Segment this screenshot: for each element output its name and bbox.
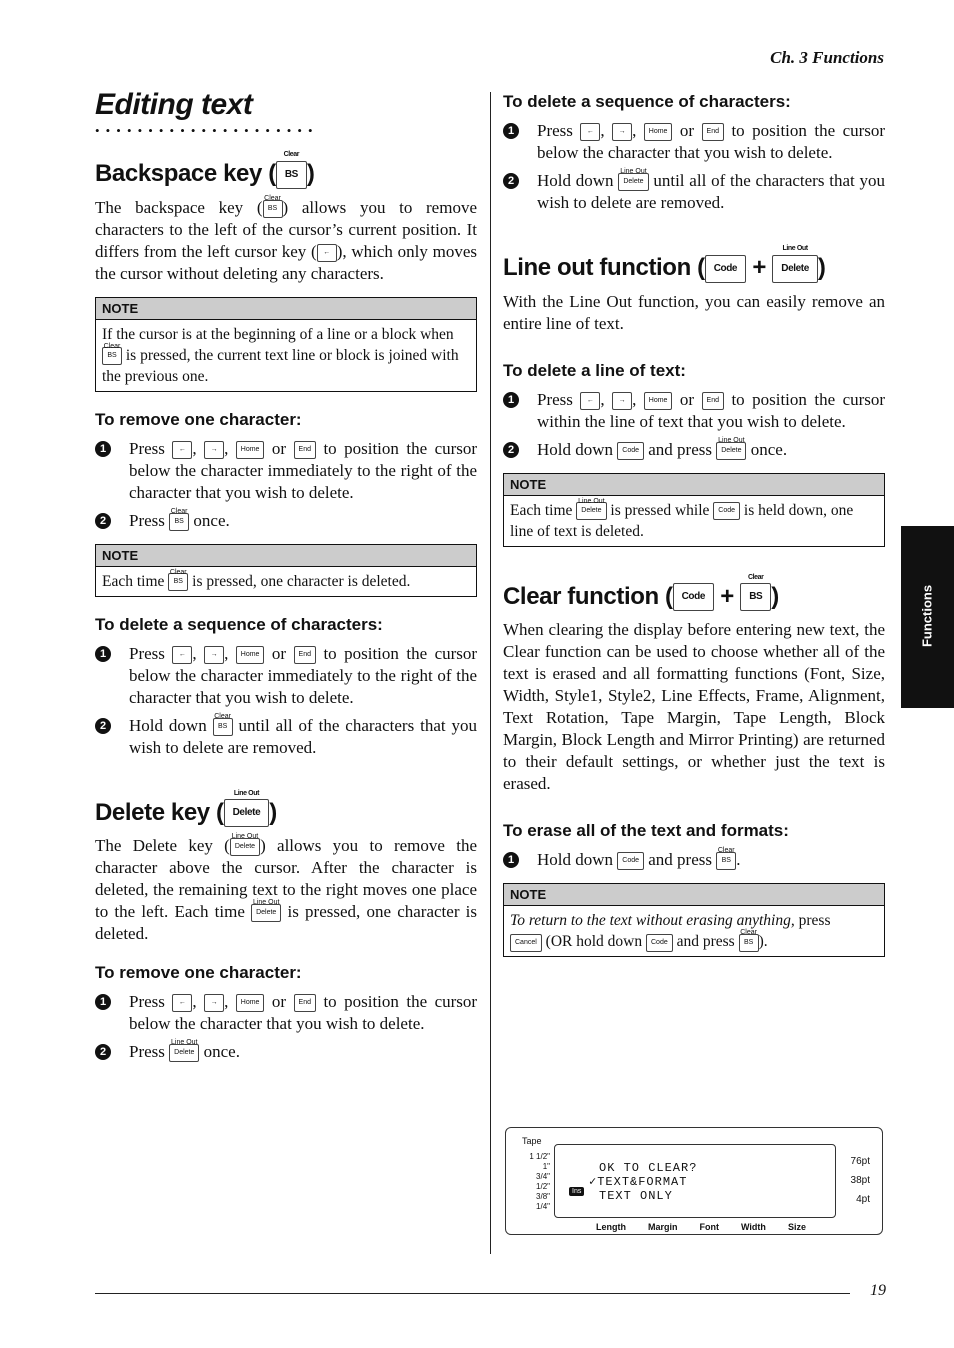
note-box: NOTE Each time Line Out Delete is pressed while Code is held down, one line of text is deleted. xyxy=(503,473,885,547)
subheading: To delete a line of text: xyxy=(503,360,686,380)
clear-intro: When clearing the display before entering new text, the Clear function can be used to choose whether all of the text is erased and all formatting functions (Font, Size, Width, Style1, Style2, Line Effects, Frame, Alignment, Text Rotation, Tape Margin, Tape Length, Block Margin, Block Length and Mirror Printing) are returned to their default settings, or whether just the text is erased. xyxy=(503,620,885,794)
ins-indicator: Ins xyxy=(569,1187,584,1196)
note-box: NOTE To return to the text without erasing anything, press Cancel (OR hold down Code and press Clear BS ). xyxy=(503,883,885,957)
clear-heading: Clear function ( Code + Clear BS ) xyxy=(503,573,779,610)
subheading: To remove one character: xyxy=(95,409,302,429)
step: 2 Hold down Line Out Delete until all of the characters that you wish to delete are removed. xyxy=(503,170,885,214)
step: 2 Press Clear BS once. xyxy=(95,510,477,532)
step: 2 Hold down Clear BS until all of the characters that you wish to delete are removed. xyxy=(95,715,477,759)
lcd-screen: OK TO CLEAR? ✓TEXT&FORMAT TEXT ONLY Ins xyxy=(554,1144,836,1218)
page-number: 19 xyxy=(870,1282,886,1299)
step: 1 Press ← , → , Home or End to position the cursor below the character that you wish to delete. xyxy=(95,991,477,1035)
step: 1 Press ← , → , Home or End to position the cursor below the character immediately to the right of the character that you wish to delete. xyxy=(95,643,477,709)
chapter-header: Ch. 3 Functions xyxy=(770,48,884,67)
subheading: To delete a sequence of characters: xyxy=(503,92,791,111)
left-column xyxy=(95,88,477,1069)
footer-rule xyxy=(95,1293,850,1294)
step: 1 Hold down Code and press Clear BS . xyxy=(503,849,885,871)
right-column xyxy=(503,90,885,969)
lcd-display-illustration: Tape 1 1/2" 1" 3/4" 1/2" 3/8" 1/4" OK TO CLEAR? ✓TEXT&FORMAT TEXT ONLY Ins 76pt 38pt 4pt Length Margin Font Width Size xyxy=(505,1127,883,1235)
note-box: NOTE Each time Clear BS is pressed, one character is deleted. xyxy=(95,544,477,597)
step: 2 Hold down Code and press Line Out Delete once. xyxy=(503,439,885,461)
lineout-heading: Line out function ( Code + Line Out Delete ) xyxy=(503,245,826,281)
step: 1 Press ← , → , Home or End to position the cursor below the character that you wish to delete. xyxy=(503,120,885,164)
lineout-intro: With the Line Out function, you can easily remove an entire line of text. xyxy=(503,291,885,333)
backspace-heading: Backspace key ( Clear BS ) xyxy=(95,151,315,187)
delete-intro: The Delete key ( Line Out Delete ) allows you to remove the character above the cursor. After the character is deleted, the remaining text to the right moves one place to the left. Each time Line Out Delete is pressed, one character is deleted. xyxy=(95,833,478,944)
left-cursor-key-icon: ← xyxy=(317,244,337,262)
page-title: Editing text xyxy=(95,88,253,121)
delete-heading: Delete key ( Line Out Delete ) xyxy=(95,789,277,826)
column-divider xyxy=(490,92,491,1254)
functions-side-tab: Functions xyxy=(901,526,954,708)
left-key-icon: ← xyxy=(172,441,192,459)
right-key-icon: → xyxy=(204,441,224,459)
point-scale: 76pt 38pt 4pt xyxy=(850,1156,870,1205)
title-dots: ••••••••••••••••••••• xyxy=(95,123,319,138)
note-box: NOTE If the cursor is at the beginning of a line or a block when Clear BS is pressed, the current text line or block is joined with the previous one. xyxy=(95,297,477,392)
subheading: To erase all of the text and formats: xyxy=(503,821,789,841)
subheading: To delete a sequence of characters: xyxy=(95,614,383,634)
lcd-footer-labels: Length Margin Font Width Size xyxy=(596,1222,806,1232)
tape-scale: 1 1/2" 1" 3/4" 1/2" 3/8" 1/4" xyxy=(529,1152,550,1211)
backspace-intro: The backspace key ( Clear BS ) allows you to remove characters to the left of the cursor’s current position. It differs from the left cursor key ( ← ), which only moves the cursor without deleting any characters. xyxy=(95,194,477,283)
step: 2 Press Line Out Delete once. xyxy=(95,1041,477,1063)
step: 1 Press ← , → , Home or End to position the cursor below the character immediately to the right of the character that you wish to delete. xyxy=(95,438,477,504)
step: 1 Press ← , → , Home or End to position the cursor within the line of text that you wish to delete. xyxy=(503,389,885,433)
subheading: To remove one character: xyxy=(95,963,302,983)
